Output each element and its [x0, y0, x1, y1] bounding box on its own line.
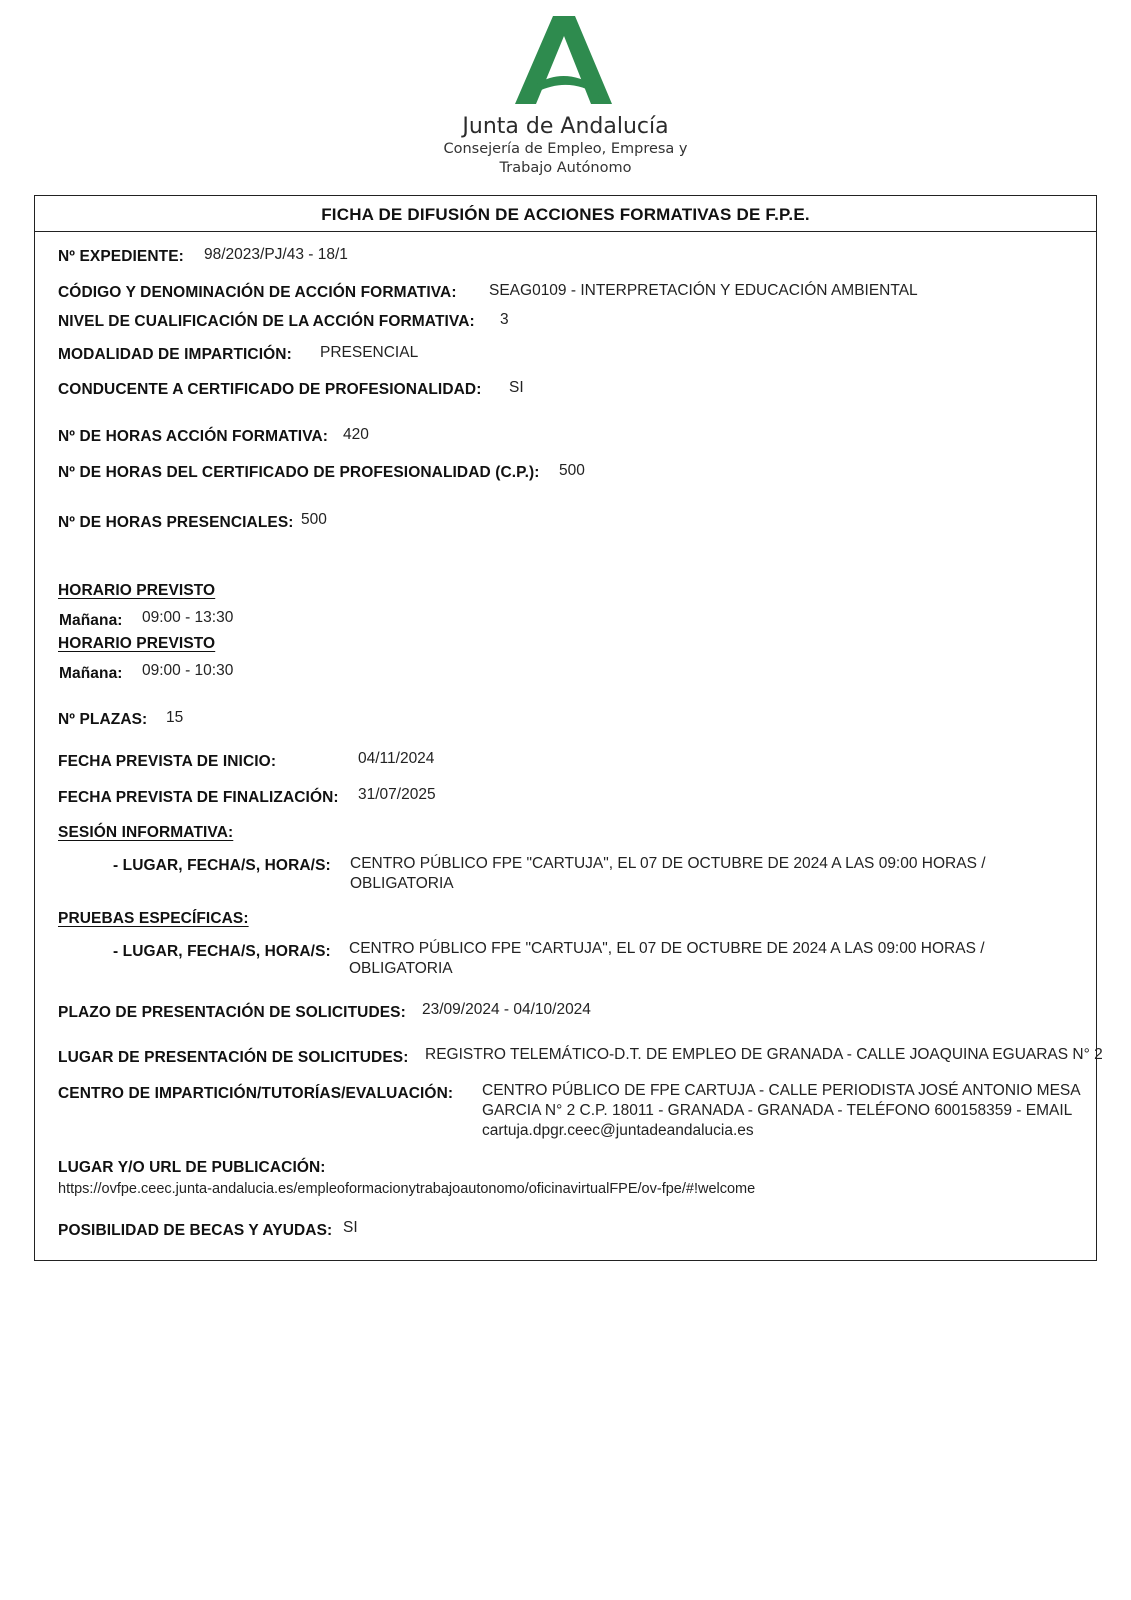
- centro-label: CENTRO DE IMPARTICIÓN/TUTORÍAS/EVALUACIÓN:: [58, 1085, 454, 1102]
- department-line2: Trabajo Autónomo: [499, 160, 632, 176]
- codigo-label: CÓDIGO Y DENOMINACIÓN DE ACCIÓN FORMATIVA:: [58, 284, 457, 301]
- sesion-label: - LUGAR, FECHA/S, HORA/S:: [113, 857, 331, 874]
- fecha-fin-label: FECHA PREVISTA DE FINALIZACIÓN:: [58, 789, 339, 806]
- pruebas-line1: CENTRO PÚBLICO FPE "CARTUJA", EL 07 DE OCTUBRE DE 2024 A LAS 09:00 HORAS /: [349, 940, 985, 957]
- horario-label: Mañana:: [59, 665, 123, 682]
- codigo-value: SEAG0109 - INTERPRETACIÓN Y EDUCACIÓN AMBIENTAL: [489, 282, 918, 299]
- logo-a-shape: [515, 16, 612, 104]
- becas-value: SI: [343, 1219, 358, 1236]
- plazas-label: Nº PLAZAS:: [58, 711, 148, 728]
- nivel-value: 3: [500, 311, 509, 328]
- conducente-label: CONDUCENTE A CERTIFICADO DE PROFESIONALIDAD:: [58, 381, 482, 398]
- horas-cp-label: Nº DE HORAS DEL CERTIFICADO DE PROFESIONALIDAD (C.P.):: [58, 464, 540, 481]
- modalidad-value: PRESENCIAL: [320, 344, 419, 361]
- lugar-presentacion-label: LUGAR DE PRESENTACIÓN DE SOLICITUDES:: [58, 1049, 409, 1066]
- nivel-label: NIVEL DE CUALIFICACIÓN DE LA ACCIÓN FORMATIVA:: [58, 313, 475, 330]
- horas-af-value: 420: [343, 426, 369, 443]
- sesion-line2: OBLIGATORIA: [350, 875, 454, 892]
- horario-label: Mañana:: [59, 612, 123, 629]
- expediente-value: 98/2023/PJ/43 - 18/1: [204, 246, 348, 263]
- horario-value: 09:00 - 10:30: [142, 662, 234, 679]
- publicacion-label: LUGAR Y/O URL DE PUBLICACIÓN:: [58, 1159, 326, 1176]
- horas-af-label: Nº DE HORAS ACCIÓN FORMATIVA:: [58, 428, 329, 445]
- sesion-heading: SESIÓN INFORMATIVA:: [58, 824, 234, 841]
- expediente-label: Nº EXPEDIENTE:: [58, 248, 184, 265]
- fecha-inicio-value: 04/11/2024: [358, 750, 435, 767]
- fecha-inicio-label: FECHA PREVISTA DE INICIO:: [58, 753, 277, 770]
- centro-line3: cartuja.dpgr.ceec@juntadeandalucia.es: [482, 1122, 754, 1139]
- department-line1: Consejería de Empleo, Empresa y: [443, 141, 688, 157]
- conducente-value: SI: [509, 379, 524, 396]
- plazas-value: 15: [166, 709, 184, 726]
- plazo-value: 23/09/2024 - 04/10/2024: [422, 1001, 591, 1018]
- plazo-label: PLAZO DE PRESENTACIÓN DE SOLICITUDES:: [58, 1004, 406, 1021]
- centro-line2: GARCIA N° 2 C.P. 18011 - GRANADA - GRANADA - TELÉFONO 600158359 - EMAIL: [482, 1102, 1073, 1119]
- horario-heading: HORARIO PREVISTO: [58, 582, 216, 599]
- horas-cp-value: 500: [559, 462, 585, 479]
- horas-presenciales-label: Nº DE HORAS PRESENCIALES:: [58, 514, 294, 531]
- pruebas-line2: OBLIGATORIA: [349, 960, 453, 977]
- lugar-presentacion-value: REGISTRO TELEMÁTICO-D.T. DE EMPLEO DE GRANADA - CALLE JOAQUINA EGUARAS N° 2: [425, 1046, 1103, 1063]
- publicacion-url[interactable]: https://ovfpe.ceec.junta-andalucia.es/empleoformacionytrabajoautonomo/oficinavirtualFPE/ov-fpe/#!welcome: [58, 1181, 756, 1197]
- horas-presenciales-value: 500: [301, 511, 327, 528]
- fecha-fin-value: 31/07/2025: [358, 786, 436, 803]
- becas-label: POSIBILIDAD DE BECAS Y AYUDAS:: [58, 1222, 333, 1239]
- junta-andalucia-logo: [515, 14, 615, 106]
- horario-value: 09:00 - 13:30: [142, 609, 234, 626]
- org-name: Junta de Andalucía: [462, 114, 669, 139]
- centro-line1: CENTRO PÚBLICO DE FPE CARTUJA - CALLE PERIODISTA JOSÉ ANTONIO MESA: [482, 1082, 1081, 1099]
- sesion-line1: CENTRO PÚBLICO FPE "CARTUJA", EL 07 DE OCTUBRE DE 2024 A LAS 09:00 HORAS /: [350, 855, 986, 872]
- modalidad-label: MODALIDAD DE IMPARTICIÓN:: [58, 346, 292, 363]
- pruebas-label: - LUGAR, FECHA/S, HORA/S:: [113, 943, 331, 960]
- pruebas-heading: PRUEBAS ESPECÍFICAS:: [58, 910, 249, 927]
- form-title: FICHA DE DIFUSIÓN DE ACCIONES FORMATIVAS DE F.P.E.: [35, 196, 1096, 232]
- horario-heading: HORARIO PREVISTO: [58, 635, 216, 652]
